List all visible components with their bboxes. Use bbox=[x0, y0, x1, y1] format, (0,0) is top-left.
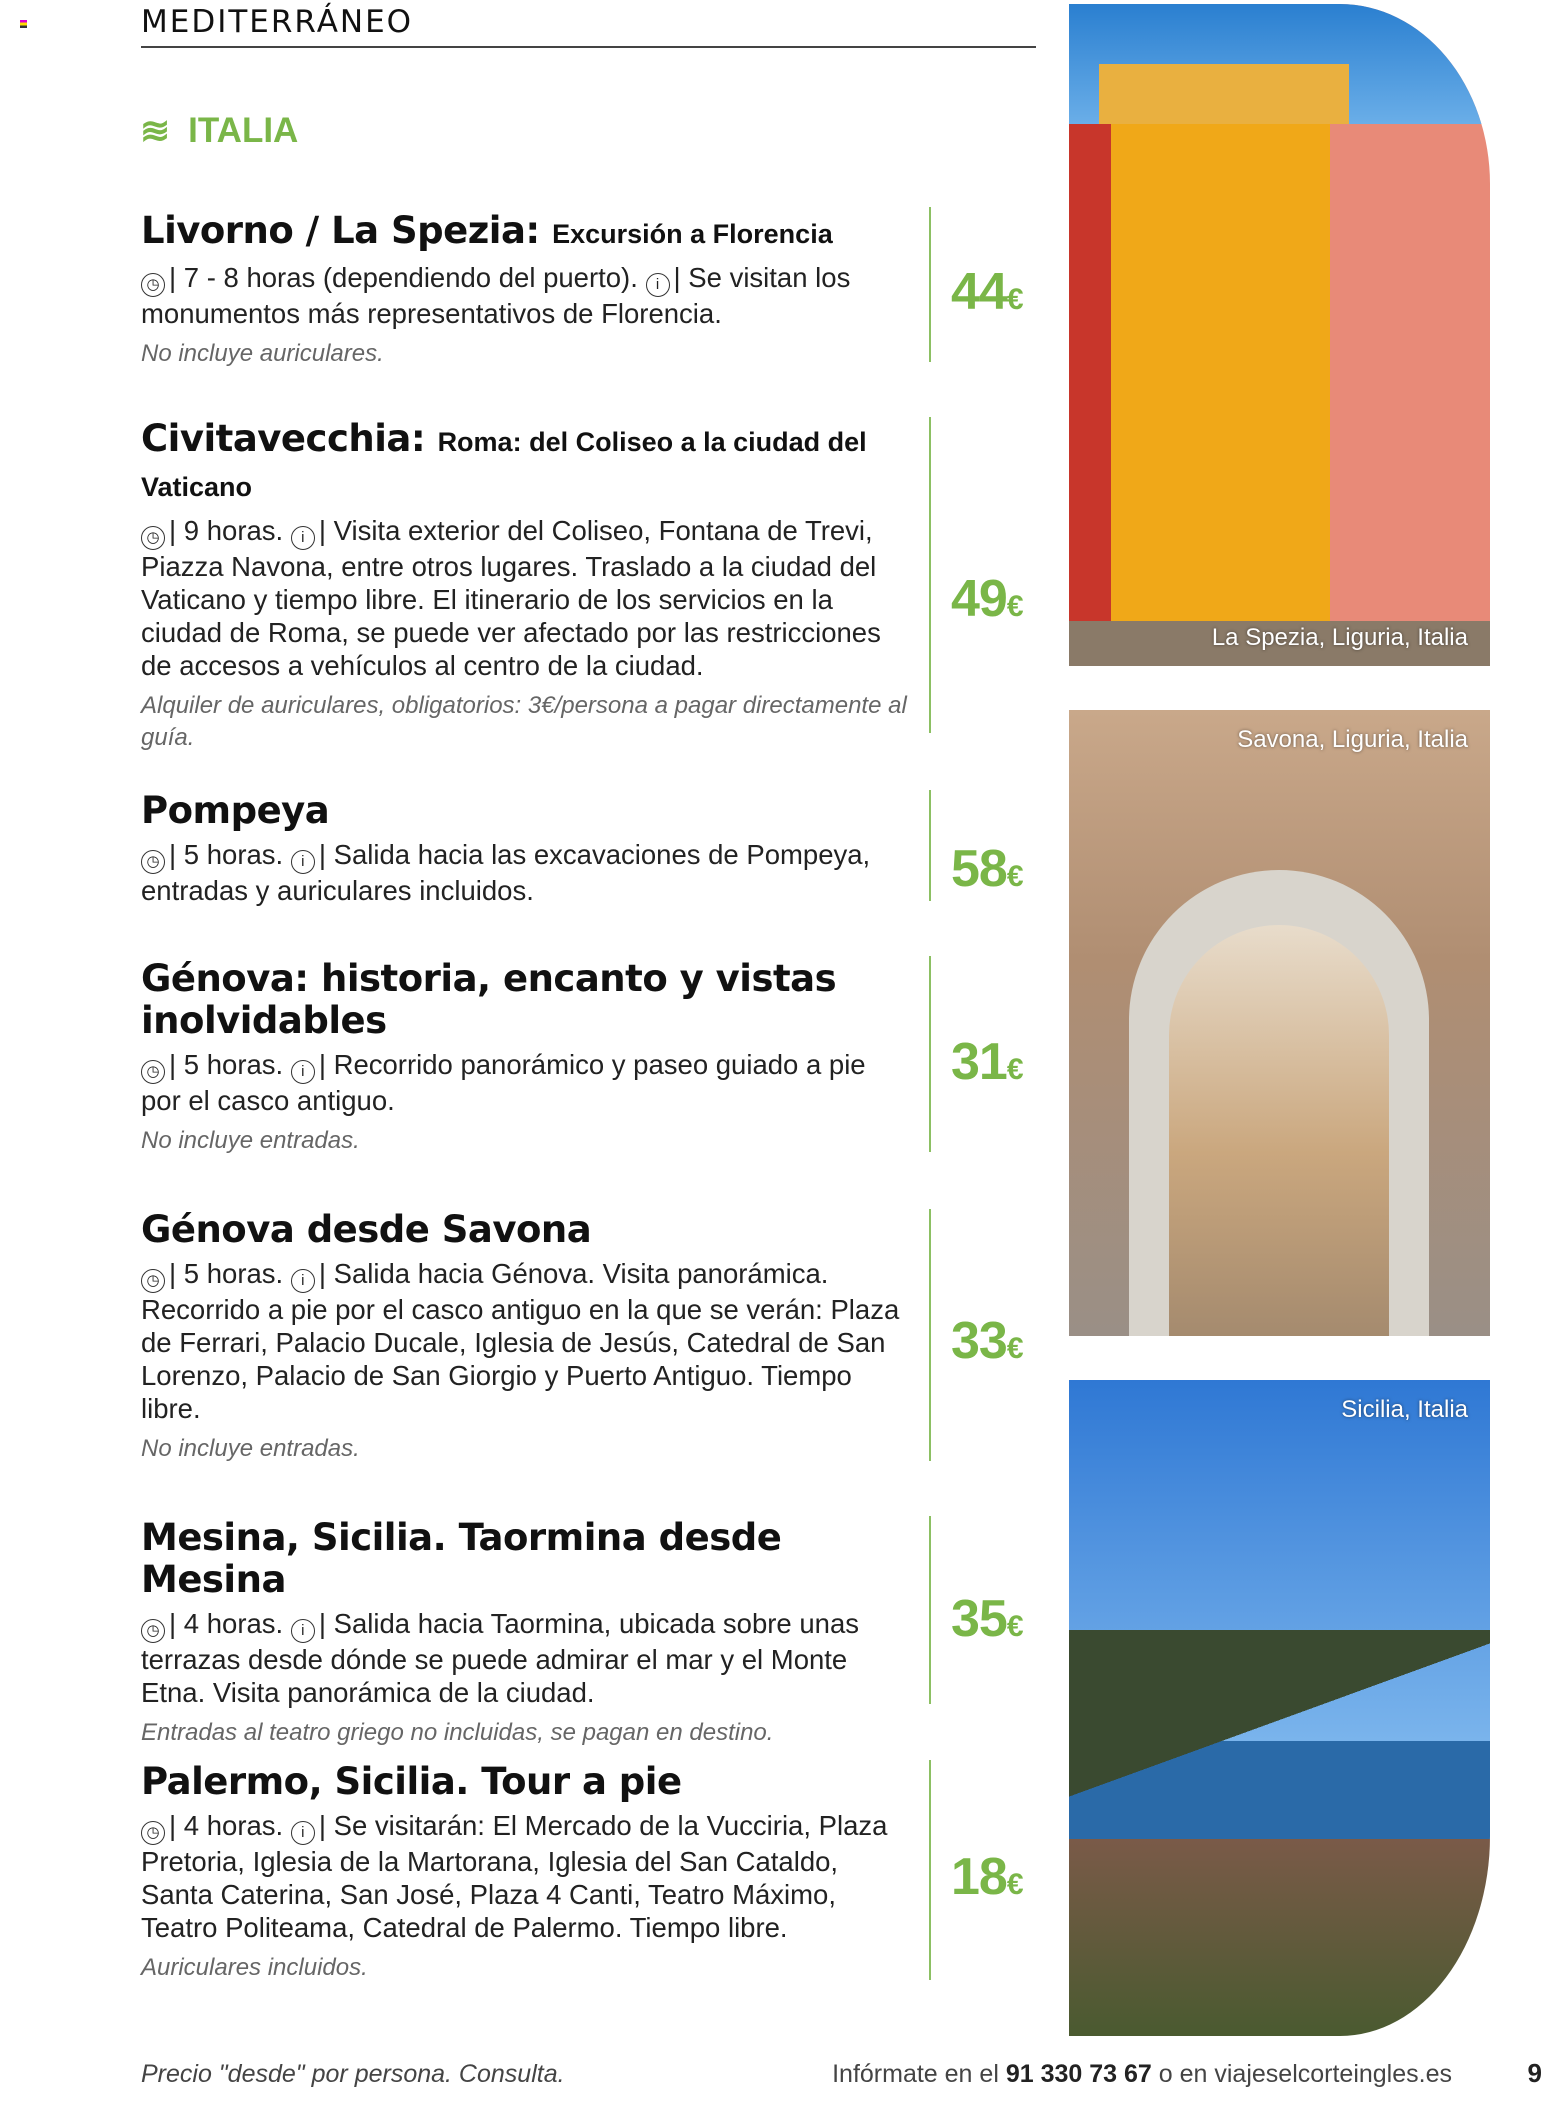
price-tag: 31€ bbox=[951, 1033, 1023, 1091]
excursion-description: ◷ | 5 horas. i | Recorrido panorámico y paseo guiado a pie por el casco antiguo. bbox=[141, 1049, 866, 1116]
excursion-note: Auriculares incluidos. bbox=[141, 1954, 368, 1981]
country-heading bbox=[140, 110, 298, 152]
price-tag: 49€ bbox=[951, 570, 1023, 628]
website-link[interactable]: o en viajeselcorteingles.es bbox=[1158, 2060, 1452, 2088]
price-divider bbox=[929, 790, 931, 901]
waves-icon: ≋ bbox=[140, 110, 171, 151]
excursion-title: Génova: historia, encanto y vistas inolvidables bbox=[141, 957, 837, 1042]
photo-caption: Savona, Liguria, Italia bbox=[1237, 726, 1468, 753]
excursion-item bbox=[141, 958, 911, 1157]
info-icon: i bbox=[291, 1060, 315, 1084]
duration: 9 horas. bbox=[183, 515, 284, 546]
clock-icon: ◷ bbox=[141, 1619, 165, 1643]
clock-icon: ◷ bbox=[141, 850, 165, 874]
duration: 5 horas. bbox=[183, 1049, 284, 1080]
clock-icon: ◷ bbox=[141, 1060, 165, 1084]
price-tag: 44€ bbox=[951, 263, 1023, 321]
photo-savona bbox=[1069, 710, 1490, 1336]
excursion-description: ◷ | 5 horas. i | Salida hacia Génova. Visita panorámica. Recorrido a pie por el casco antiguo en la que se verán: Plaza de Ferrari, Palacio Ducale, Iglesia de Jesús, Catedral de San Lorenzo, Palacio de San Giorgio y Puerto Antiguo. Tiempo libre. bbox=[141, 1258, 900, 1424]
photo-la-spezia bbox=[1069, 4, 1490, 666]
excursion-title: Pompeya bbox=[141, 789, 330, 832]
photo-sicilia bbox=[1069, 1380, 1490, 2036]
header-divider bbox=[141, 46, 1036, 48]
duration: 5 horas. bbox=[183, 839, 284, 870]
excursion-description: ◷ | 4 horas. i | Salida hacia Taormina, ubicada sobre unas terrazas desde dónde se puede admirar el mar y el Monte Etna. Visita panorámica de la ciudad. bbox=[141, 1608, 859, 1708]
info-icon: i bbox=[291, 1619, 315, 1643]
price-disclaimer: Precio "desde" por persona. Consulta. bbox=[141, 2060, 565, 2088]
excursion-item bbox=[141, 1761, 911, 1984]
excursion-item bbox=[141, 1209, 911, 1465]
country-name: ITALIA bbox=[188, 111, 299, 150]
excursion-item bbox=[141, 790, 911, 907]
phone-number[interactable]: 91 330 73 67 bbox=[1005, 2060, 1152, 2088]
duration: 5 horas. bbox=[183, 1258, 284, 1289]
excursion-item bbox=[141, 1517, 911, 1749]
clock-icon: ◷ bbox=[141, 526, 165, 550]
info-icon: i bbox=[646, 273, 670, 297]
excursion-note: No incluye auriculares. bbox=[141, 340, 384, 367]
clock-icon: ◷ bbox=[141, 1269, 165, 1293]
excursion-title: Génova desde Savona bbox=[141, 1208, 592, 1251]
excursion-description: ◷ | 9 horas. i | Visita exterior del Coliseo, Fontana de Trevi, Piazza Navona, entre otros lugares. Traslado a la ciudad del Vaticano y tiempo libre. El itinerario de los servicios en la ciudad de Roma, se puede ver afectado por las restricciones de accesos a vehículos al centro de la ciudad. bbox=[141, 515, 881, 681]
excursion-item bbox=[141, 210, 911, 370]
price-tag: 35€ bbox=[951, 1590, 1023, 1648]
clock-icon: ◷ bbox=[141, 1821, 165, 1845]
price-divider bbox=[929, 1516, 931, 1704]
photo-caption: La Spezia, Liguria, Italia bbox=[1211, 624, 1468, 651]
duration: 4 horas. bbox=[183, 1810, 284, 1841]
excursion-note: No incluye entradas. bbox=[141, 1435, 360, 1462]
info-icon: i bbox=[291, 526, 315, 550]
excursion-note: No incluye entradas. bbox=[141, 1127, 360, 1154]
info-icon: i bbox=[291, 1269, 315, 1293]
excursion-note: Entradas al teatro griego no incluidas, se pagan en destino. bbox=[141, 1719, 774, 1746]
price-divider bbox=[929, 417, 931, 733]
photo-caption: Sicilia, Italia bbox=[1341, 1396, 1468, 1423]
section-title: MEDITERRÁNEO bbox=[141, 4, 414, 40]
excursion-title: Palermo, Sicilia. Tour a pie bbox=[141, 1760, 682, 1803]
clock-icon: ◷ bbox=[141, 273, 165, 297]
excursion-note: Alquiler de auriculares, obligatorios: 3€/persona a pagar directamente al guía. bbox=[141, 692, 907, 751]
excursion-subtitle: Excursión a Florencia bbox=[552, 219, 833, 249]
page-number: 9 bbox=[1527, 2058, 1542, 2088]
info-icon: i bbox=[291, 850, 315, 874]
excursion-description: ◷ | 7 - 8 horas (dependiendo del puerto). i | Se visitan los monumentos más representativos de Florencia. bbox=[141, 262, 851, 329]
price-divider bbox=[929, 1760, 931, 1980]
price-divider bbox=[929, 956, 931, 1152]
price-tag: 18€ bbox=[951, 1848, 1023, 1906]
excursion-item bbox=[141, 418, 911, 754]
price-tag: 33€ bbox=[951, 1312, 1023, 1370]
price-divider bbox=[929, 1209, 931, 1461]
excursion-description: ◷ | 5 horas. i | Salida hacia las excavaciones de Pompeya, entradas y auriculares incluidos. bbox=[141, 839, 871, 906]
excursion-description: ◷ | 4 horas. i | Se visitarán: El Mercado de la Vucciria, Plaza Pretoria, Iglesia de la Martorana, Iglesia del San Cataldo, Santa Caterina, San José, Plaza 4 Canti, Teatro Máximo, Teatro Politeama, Catedral de Palermo. Tiempo libre. bbox=[141, 1810, 888, 1943]
excursion-title: Mesina, Sicilia. Taormina desde Mesina bbox=[141, 1516, 782, 1601]
price-divider bbox=[929, 207, 931, 362]
price-tag: 58€ bbox=[951, 840, 1023, 898]
excursion-subtitle: Roma: del Coliseo a la ciudad del Vaticano bbox=[141, 427, 867, 502]
duration: 4 horas. bbox=[183, 1608, 284, 1639]
info-icon: i bbox=[291, 1821, 315, 1845]
contact-info: Infórmate en el 91 330 73 67 o en viajeselcorteingles.es bbox=[832, 2060, 1452, 2088]
print-marks bbox=[20, 20, 27, 28]
excursion-title: Civitavecchia: Roma: del Coliseo a la ciudad del Vaticano bbox=[141, 417, 867, 502]
excursion-title: Livorno / La Spezia: Excursión a Florencia bbox=[141, 209, 833, 252]
duration: 7 - 8 horas (dependiendo del puerto). bbox=[183, 262, 638, 293]
